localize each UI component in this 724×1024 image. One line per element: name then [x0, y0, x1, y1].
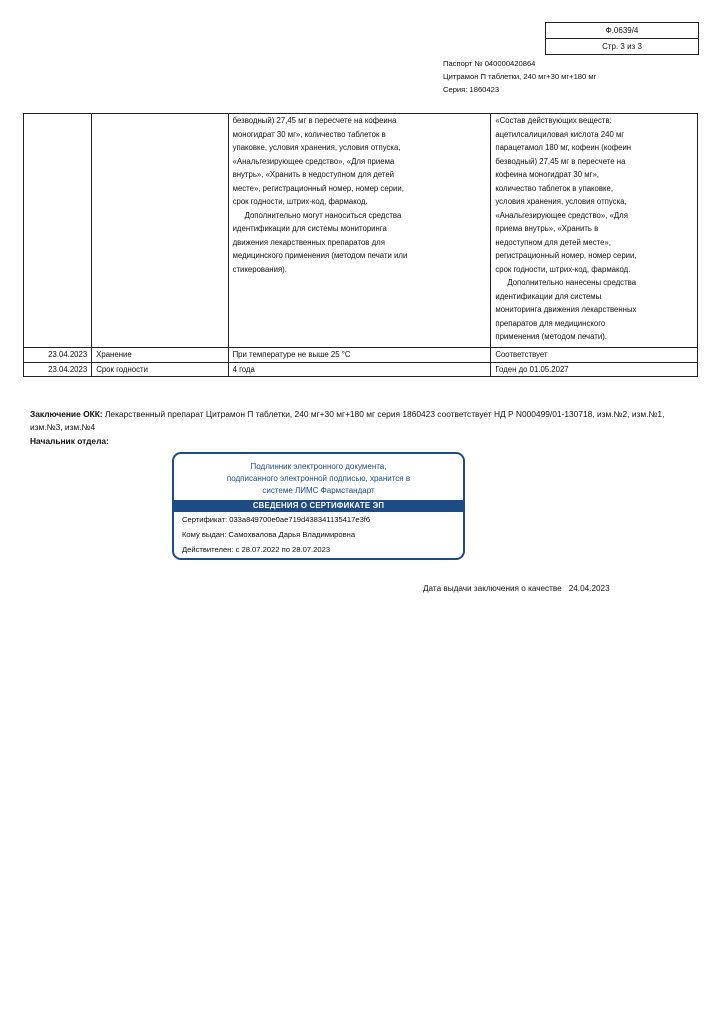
table-row: [24, 348, 698, 363]
stamp-intro: Подлинник электронного документа, подписанного электронной подписью, хранится в системе ЛИМС Фармстандарт: [226, 462, 411, 495]
conclusion-text: Лекарственный препарат Цитрамон П таблетки, 240 мг+30 мг+180 мг серия 1860423 соответствует НД Р N000499/01-130718, изм.№2, изм.№1, изм.№3, изм.№4: [30, 409, 665, 432]
requirement-paragraph: Дополнительно могут наноситься средства идентификации для системы мониторинга движения лекарственных препаратов для медицинского применения (методом печати или стикерования).: [232, 210, 408, 274]
stamp-issued-to: Кому выдан: Самохвалова Дарья Владимировна: [182, 530, 356, 539]
table-row: [24, 362, 698, 377]
cell-result: Годен до 01.05.2027: [491, 362, 698, 377]
cell-requirement: [228, 114, 491, 348]
stamp-certificate: Сертификат: 033a849700e0ae719d438341135417e3f6: [182, 515, 371, 524]
stamp-certificate-band: СВЕДЕНИЯ О СЕРТИФИКАТЕ ЭП: [174, 500, 463, 512]
qc-conclusion: [30, 408, 670, 434]
passport-block: [443, 57, 596, 96]
head-of-department-label: Начальник отдела:: [30, 436, 109, 446]
cell-result: Соответствует: [491, 348, 698, 363]
stamp-validity: Действителен: с 28.07.2022 по 28.07.2023: [182, 545, 331, 554]
issue-date-label: Дата выдачи заключения о качестве: [423, 584, 562, 593]
conclusion-label: Заключение ОКК:: [30, 409, 103, 419]
cell-indicator: Срок годности: [92, 362, 228, 377]
issue-date-value: 24.04.2023: [568, 584, 610, 593]
test-results-table: [23, 113, 698, 377]
cell-date: 23.04.2023: [24, 362, 92, 377]
cell-date: [24, 114, 92, 348]
issue-date-line: [423, 584, 610, 593]
cell-date: 23.04.2023: [24, 348, 92, 363]
electronic-signature-stamp: [172, 452, 465, 560]
passport-number: Паспорт № 040000420864: [443, 59, 536, 68]
passport-series: Серия: 1860423: [443, 85, 500, 94]
form-code-box: [545, 22, 699, 55]
result-paragraph: Дополнительно нанесены средства идентификации для системы мониторинга движения лекарственных препаратов для медицинского применения (методом печати).: [495, 278, 637, 341]
requirement-paragraph: безводный) 27,45 мг в пересчете на кофеина моногидрат 30 мг», количество таблеток в упаковке, условия хранения, условия отпуска, «Анальгезирующее средство», «Для приема внутрь», «Хранить в недоступном для детей месте», регистрационный номер, номер серии, срок годности, штрих-код, фармакод.: [232, 116, 404, 206]
cell-requirement: 4 года: [228, 362, 491, 377]
result-paragraph: «Состав действующих веществ: ацетилсалициловая кислота 240 мг парацетамол 180 мг, кофеин (кофеин безводный) 27,45 мг в пересчете на кофеина моногидрат 30 мг», количество таблеток в упаковке, условия хранения, условия отпуска, «Анальгезирующее средство», «Для приема внутрь», «Хранить в недоступном для детей месте», регистрационный номер, номер серии, срок годности, штрих-код, фармакод.: [495, 116, 637, 274]
form-code: Ф.0639/4: [605, 26, 639, 35]
cell-requirement: При температуре не выше 25 °C: [228, 348, 491, 363]
cell-result: [491, 114, 698, 348]
page-counter: Стр. 3 из 3: [546, 38, 698, 54]
table-row: [24, 114, 698, 348]
cell-indicator: Хранение: [92, 348, 228, 363]
cell-indicator: [92, 114, 228, 348]
passport-product: Цитрамон П таблетки, 240 мг+30 мг+180 мг: [443, 72, 597, 81]
